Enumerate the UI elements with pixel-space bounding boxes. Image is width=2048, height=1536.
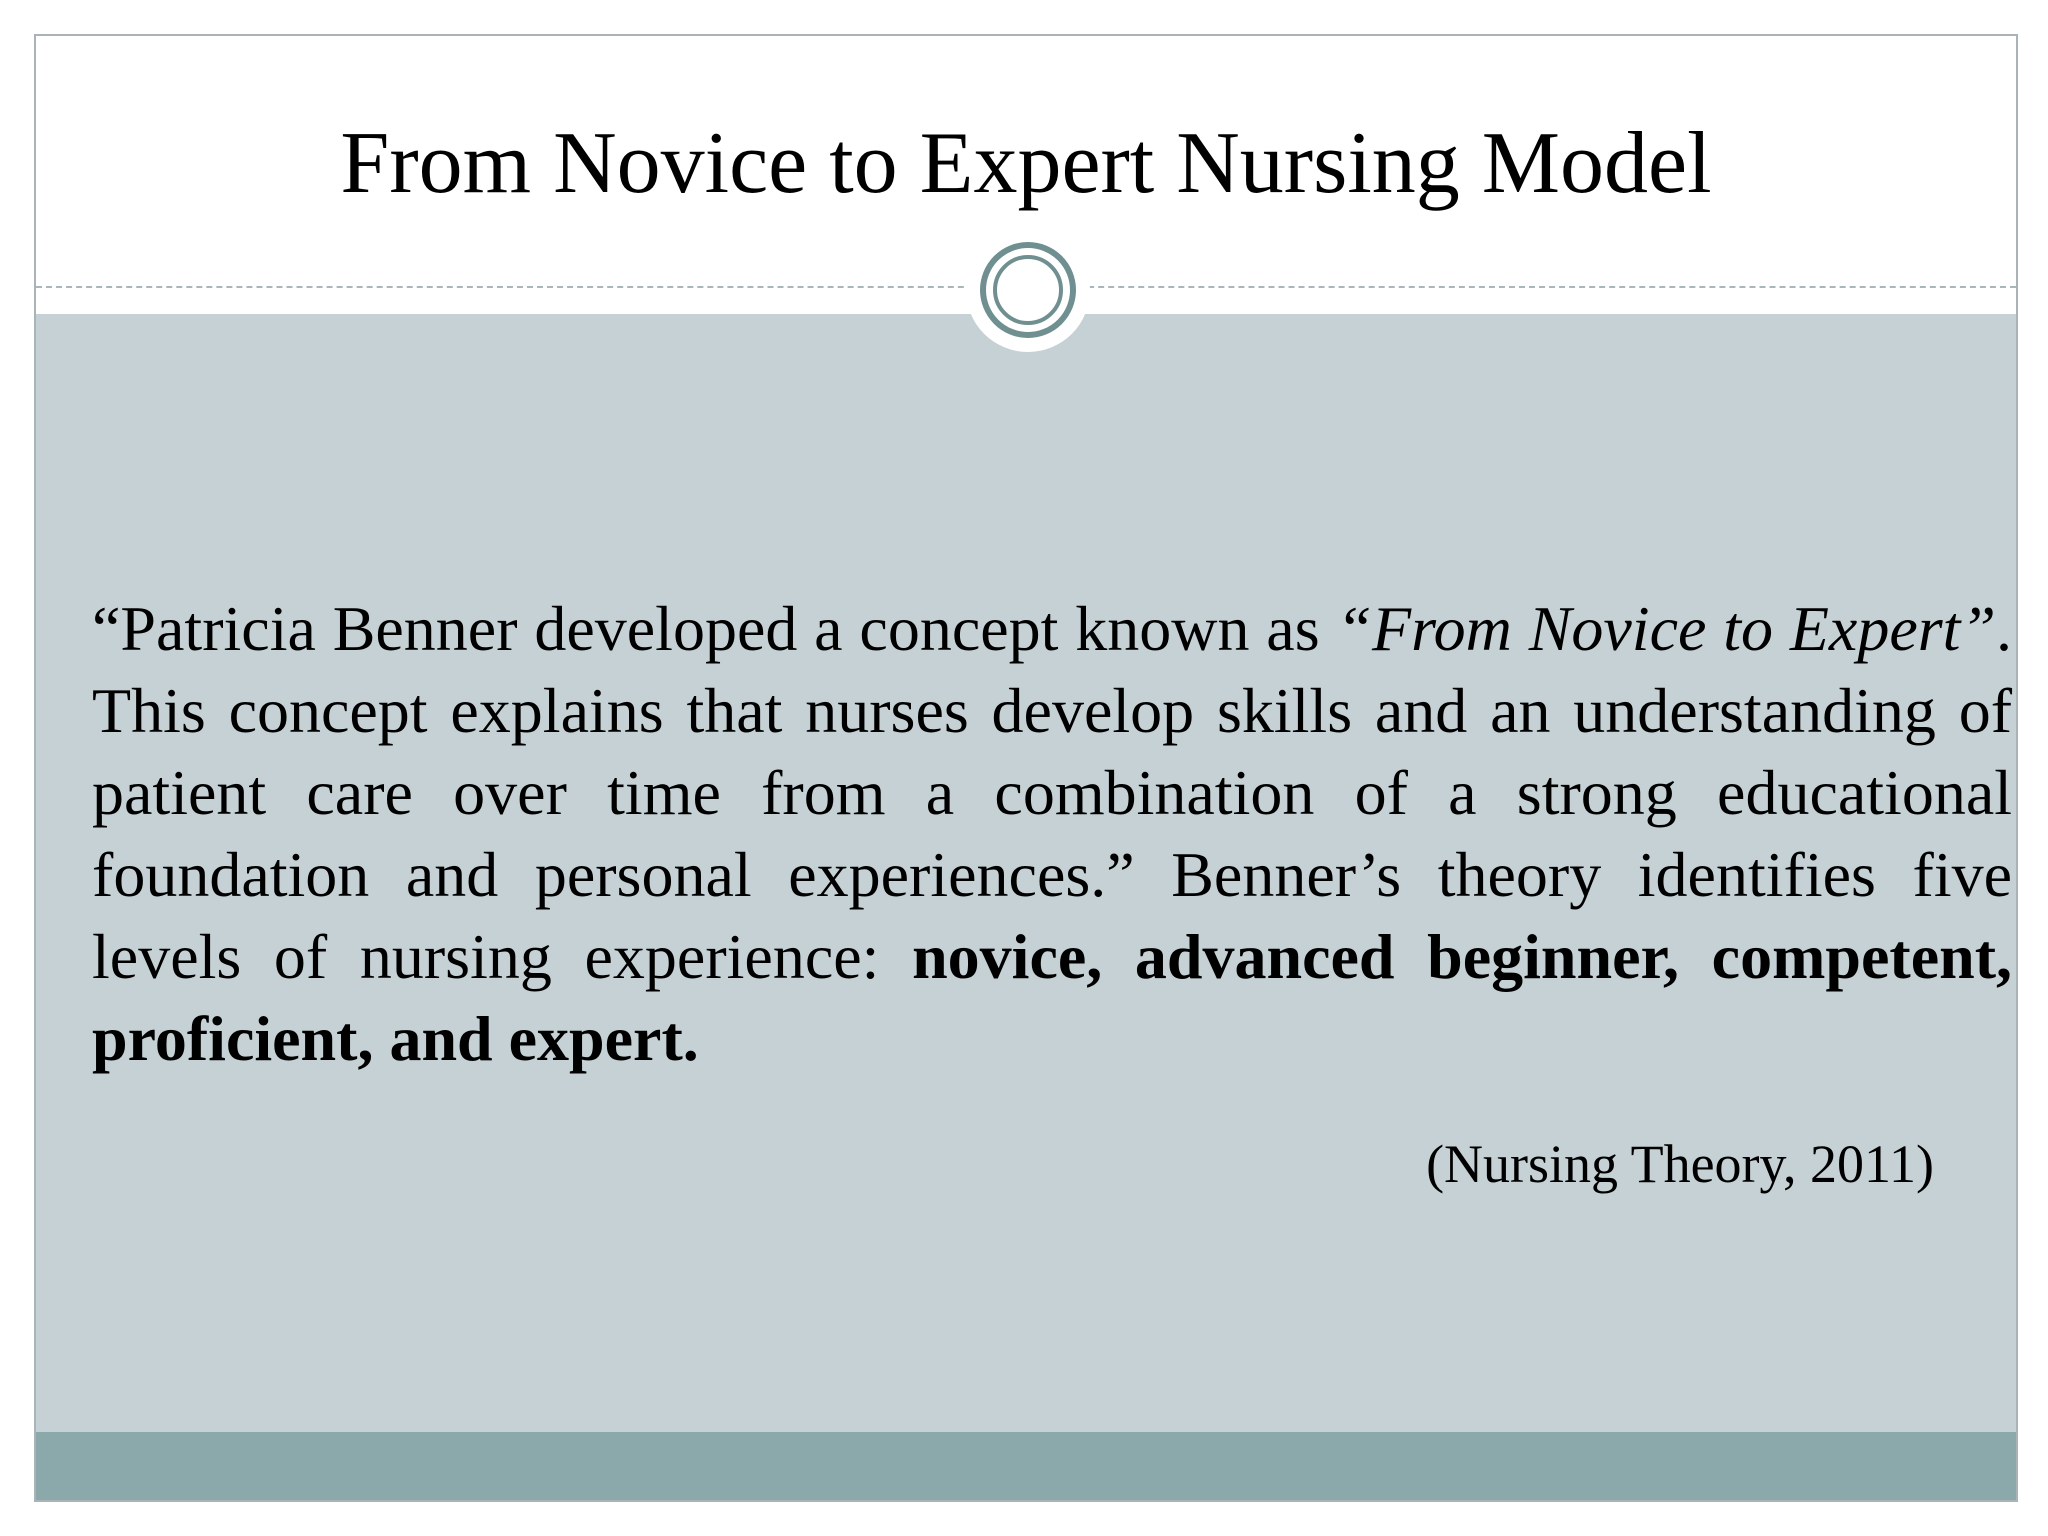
body-text-explanation: . This concept explains that nurses develop skills and an understanding of patient care over time from a combination of a strong educational foundation and personal experiences.” Benner’s theory identifies five levels of nursing experience:: [92, 593, 2012, 992]
circle-ornament-inner-ring: [993, 255, 1063, 325]
slide-title: From Novice to Expert Nursing Model: [340, 115, 1712, 212]
slide: [34, 34, 2018, 1502]
citation: (Nursing Theory, 2011): [1426, 1134, 1934, 1194]
body-text-intro: “Patricia Benner developed a concept known as: [92, 593, 1337, 664]
body-text-italic-title: “From Novice to Expert”: [1336, 593, 1996, 664]
footer-band: [36, 1432, 2016, 1502]
body-paragraph: [92, 588, 2012, 1080]
body-text-levels: novice, advanced beginner, competent, proficient, and expert.: [92, 921, 2013, 1074]
